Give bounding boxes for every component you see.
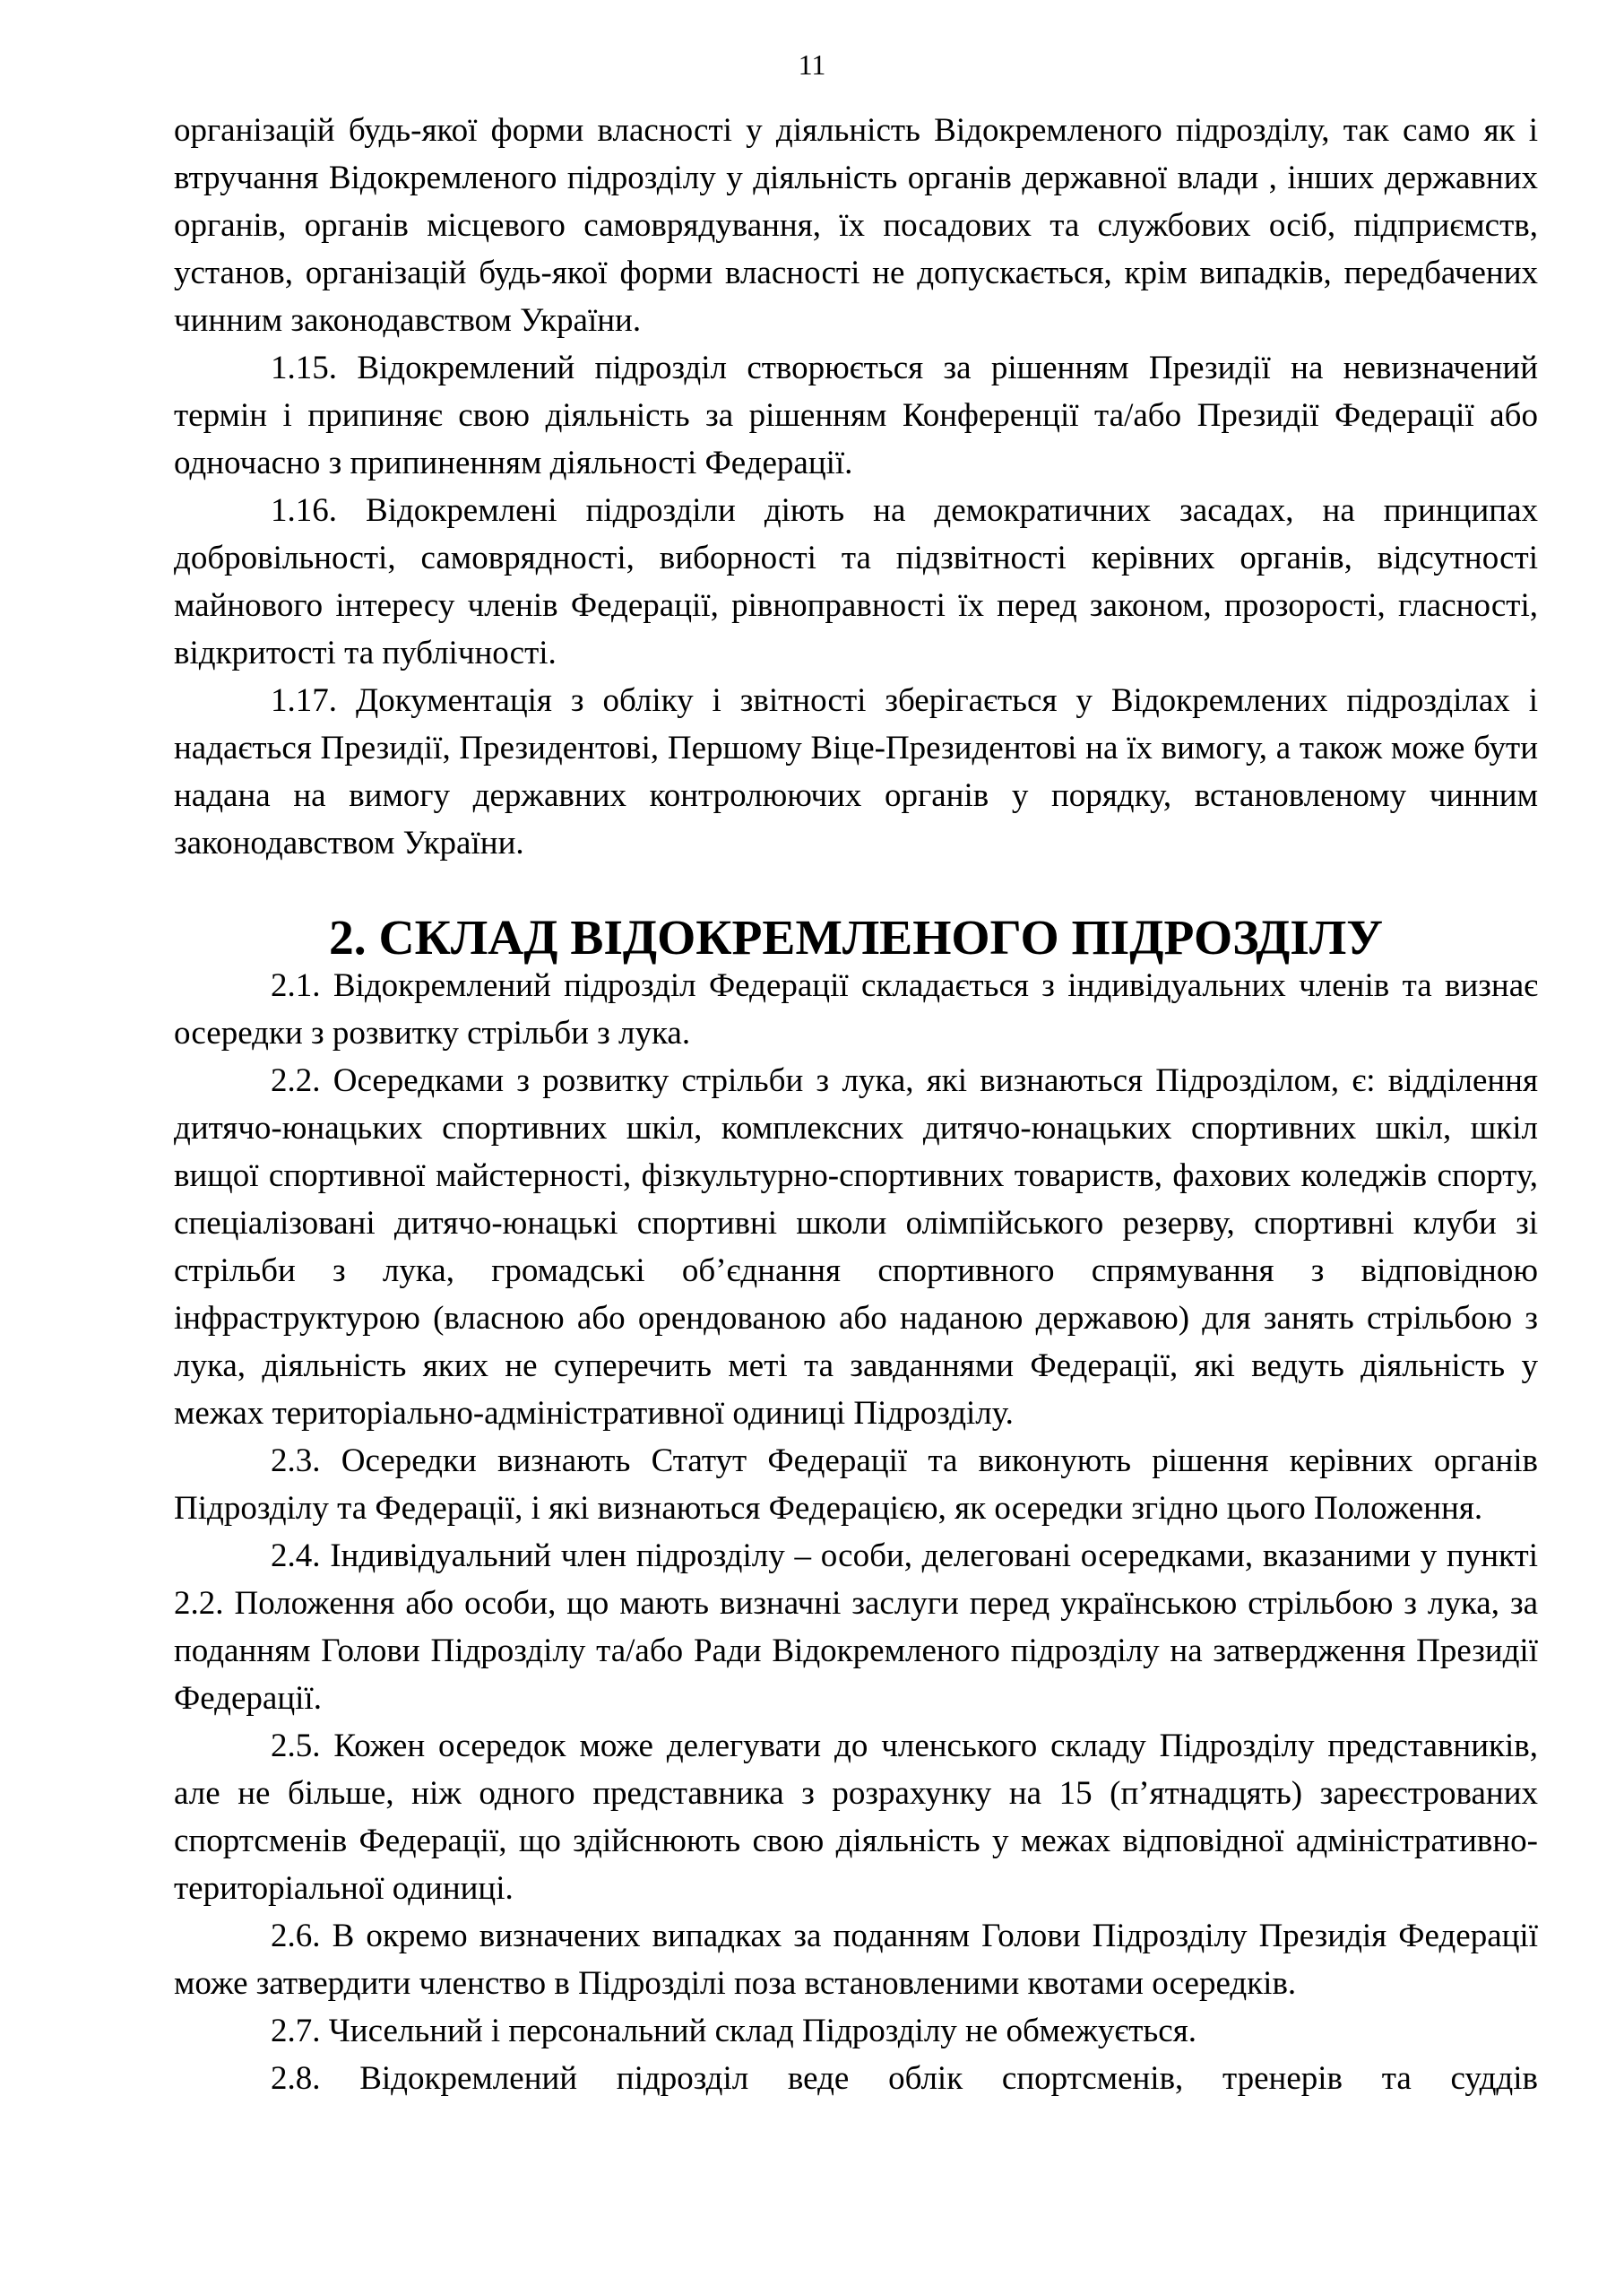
page-number: 11 <box>798 48 826 81</box>
paragraph-2-5: 2.5. Кожен осередок може делегувати до членського складу Підрозділу представників, але не більше, ніж одного представника з розрахунку на 15 (п’ятнадцять) зареєстрованих спортсменів Федерації, що здійснюють свою діяльність у межах відповідної адміністративно-територіальної одиниці. <box>174 1728 1538 1907</box>
paragraph-2-3: 2.3. Осередки визнають Статут Федерації та виконують рішення керівних органів Підрозділу та Федерації, і які визнаються Федерацією, як осередки згідно цього Положення. <box>174 1442 1538 1527</box>
paragraph-2-6: 2.6. В окремо визначених випадках за поданням Голови Підрозділу Президія Федерації може затвердити членство в Підрозділі поза встановленими квотами осередків. <box>174 1918 1538 2002</box>
section-heading: 2. СКЛАД ВІДОКРЕМЛЕНОГО ПІДРОЗДІЛУ <box>329 911 1383 966</box>
paragraph-2-7: 2.7. Чисельний і персональний склад Підрозділу не обмежується. <box>271 2013 1197 2049</box>
paragraph-2-2: 2.2. Осередками з розвитку стрільби з лука, які визнаються Підрозділом, є: відділення дитячо-юнацьких спортивних шкіл, комплексних дитячо-юнацьких спортивних шкіл, шкіл вищої спортивної майстерності, фізкультурно-спортивних товариств, фахових коледжів спорту, спеціалізовані дитячо-юнацькі спортивні школи олімпійського резерву, спортивні клуби зі стрільби з лука, громадські об’єднання спортивного спрямування з відповідною інфраструктурою (власною або орендованою або наданою державою) для занять стрільбою з лука, діяльність яких не суперечить меті та завданнями Федерації, які ведуть діяльність у межах територіально-адміністративної одиниці Підрозділу. <box>174 1062 1538 1432</box>
paragraph-2-8: 2.8. Відокремлений підрозділ веде облік спортсменів, тренерів та суддів <box>271 2060 1538 2097</box>
document-body <box>174 107 1538 2102</box>
paragraph-1-17: 1.17. Документація з обліку і звітності зберігається у Відокремлених підрозділах і надається Президії, Президентові, Першому Віце-Президентові на їх вимогу, а також може бути надана на вимогу державних контролюючих органів у порядку, встановленому чинним законодавством України. <box>174 682 1538 862</box>
paragraph-2-1: 2.1. Відокремлений підрозділ Федерації складається з індивідуальних членів та визнає осередки з розвитку стрільби з лука. <box>174 967 1538 1052</box>
paragraph-1-15: 1.15. Відокремлений підрозділ створюється за рішенням Президії на невизначений термін і припиняє свою діяльність за рішенням Конференції та/або Президії Федерації або одночасно з припиненням діяльності Федерації. <box>174 350 1538 481</box>
paragraph-continuation: організацій будь-якої форми власності у діяльність Відокремленого підрозділу, так само як і втручання Відокремленого підрозділу у діяльність органів державної влади , інших державних органів, органів місцевого самоврядування, їх посадових та службових осіб, підприємств, установ, організацій будь-якої форми власності не допускається, крім випадків, передбачених чинним законодавством України. <box>174 112 1538 339</box>
paragraph-1-16: 1.16. Відокремлені підрозділи діють на демократичних засадах, на принципах добровільності, самоврядності, виборності та підзвітності керівних органів, відсутності майнового інтересу членів Федерації, рівноправності їх перед законом, прозорості, гласності, відкритості та публічності. <box>174 492 1538 671</box>
paragraph-2-4: 2.4. Індивідуальний член підрозділу – особи, делеговані осередками, вказаними у пункті 2.2. Положення або особи, що мають визначні заслуги перед українською стрільбою з лука, за поданням Голови Підрозділу та/або Ради Відокремленого підрозділу на затвердження Президії Федерації. <box>174 1537 1538 1717</box>
